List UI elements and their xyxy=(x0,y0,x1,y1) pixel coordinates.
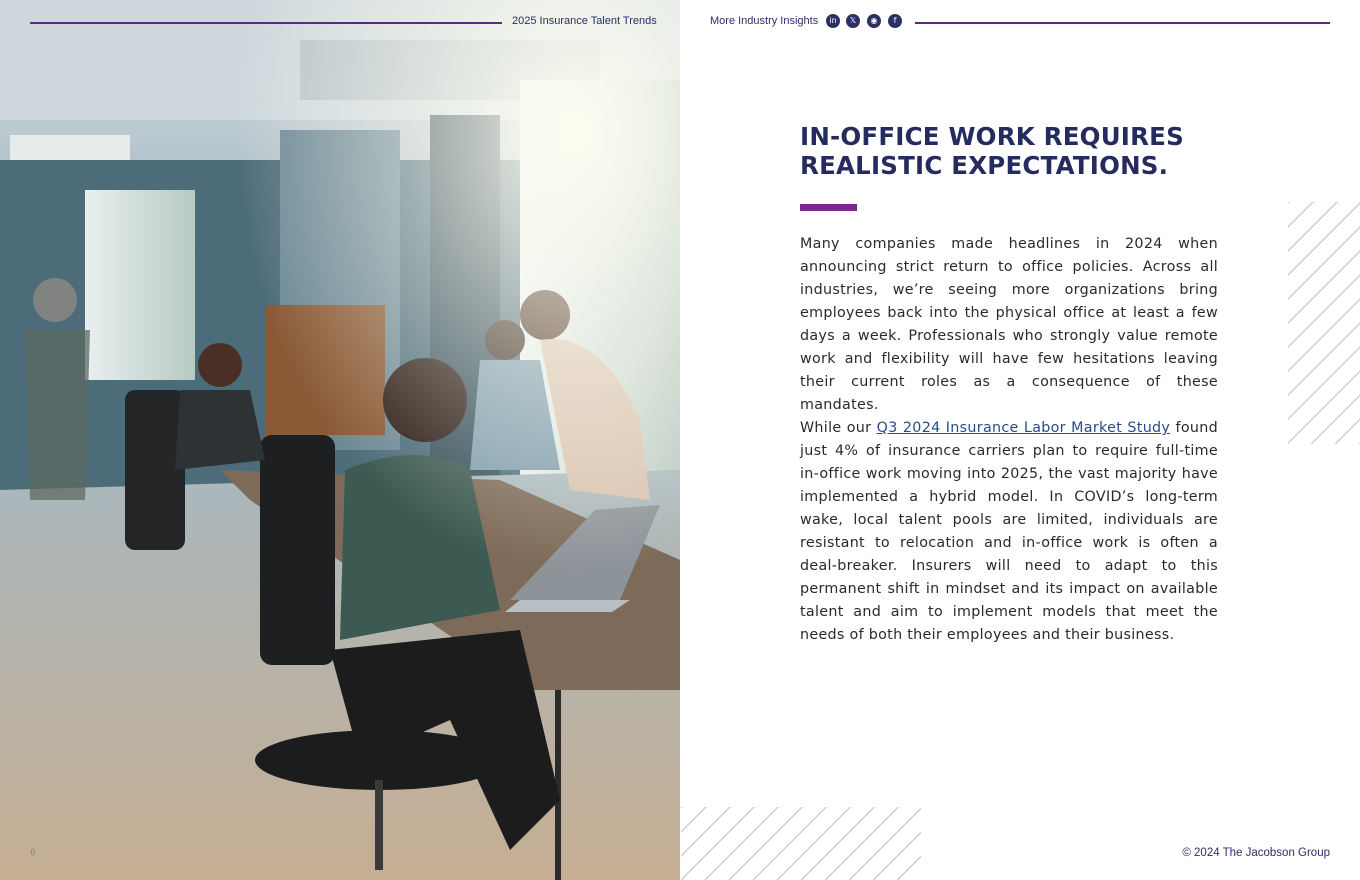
labor-market-study-link[interactable]: Q3 2024 Insurance Labor Market Study xyxy=(876,420,1171,436)
paragraph-2 xyxy=(800,417,1218,647)
report-title: 2025 Insurance Talent Trends xyxy=(512,15,657,27)
decorative-stripes-bottom xyxy=(681,807,921,880)
page-title xyxy=(800,122,1220,180)
page-title-line-2: REALISTIC EXPECTATIONS. xyxy=(800,151,1169,180)
paragraph-2-rest: found just 4% of insurance carriers plan to require full-time in-office work moving into 2025, the vast majority have implemented a hybrid model. In COVID’s long-term wake, local talent pools are limited, individuals are resistant to relocation and in-office work is often a deal-breaker. Insurers will need to adapt to this permanent shift in mindset and its impact on available talent and aim to implement models that meet the needs of both their employees and their business. xyxy=(800,420,1218,643)
facebook-icon[interactable]: f xyxy=(888,14,902,28)
linkedin-icon[interactable]: in xyxy=(826,14,840,28)
copyright: © 2024 The Jacobson Group xyxy=(1182,847,1330,859)
more-insights-label: More Industry Insights xyxy=(710,15,819,27)
accent-bar xyxy=(800,204,857,211)
header-rule-right xyxy=(915,22,1330,24)
decorative-stripes-right xyxy=(1288,202,1360,444)
header-rule-left xyxy=(30,22,502,24)
page-number: 6 xyxy=(30,848,36,858)
page-title-line-1: IN-OFFICE WORK REQUIRES xyxy=(800,122,1184,151)
rss-icon[interactable]: ◉ xyxy=(867,14,881,28)
x-icon[interactable]: 𝕏 xyxy=(846,14,860,28)
paragraph-1: Many companies made headlines in 2024 when announcing strict return to office policies. Across all industries, we’re seeing more organizations bring employees back into the physical office at least a few days a week. Professionals who strongly value remote work and flexibility will have few hesitations leaving their current roles as a consequence of these mandates. xyxy=(800,236,1218,413)
paragraph-2-intro: While our xyxy=(800,420,877,436)
